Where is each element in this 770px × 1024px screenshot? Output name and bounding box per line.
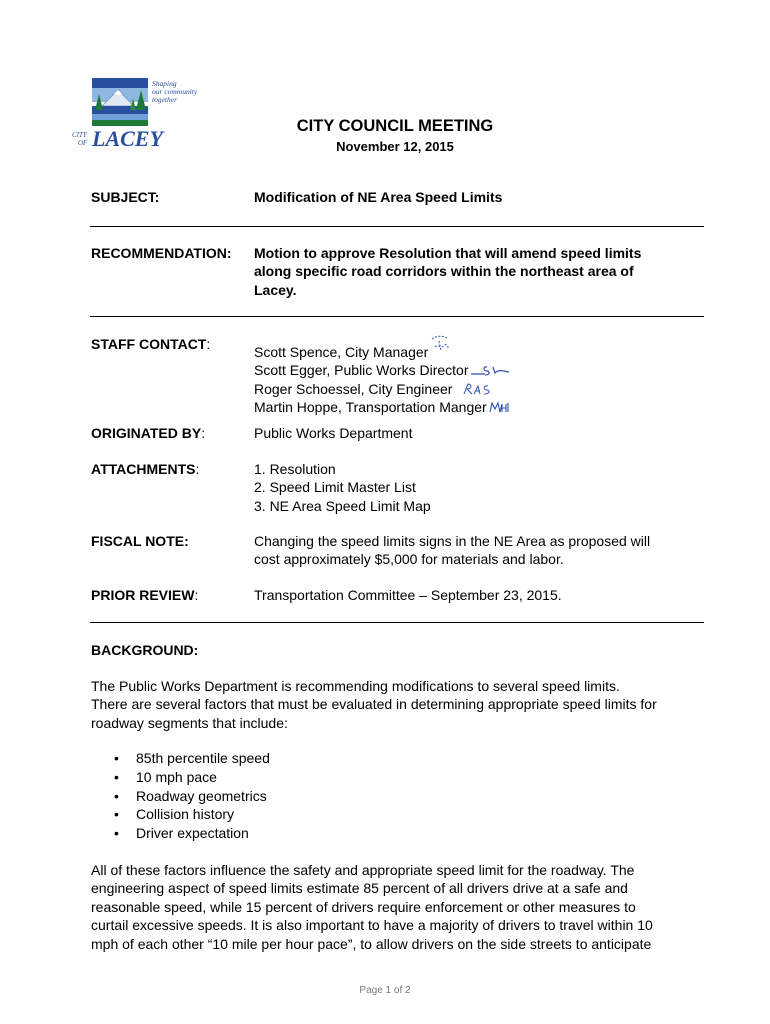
- recommendation-line: Lacey.: [254, 281, 297, 298]
- staff-contact-item: [254, 335, 704, 361]
- signature-initials-icon: [460, 382, 494, 396]
- list-item: • Driver expectation: [110, 824, 270, 843]
- divider-2: [90, 316, 704, 317]
- background-closing-line: curtail excessive speeds. It is also important to have a majority of drivers to travel within 10: [91, 917, 653, 934]
- prior-review-label: PRIOR REVIEW:: [91, 587, 199, 603]
- background-closing: [91, 861, 711, 953]
- background-intro-line: There are several factors that must be evaluated in determining appropriate speed limits for: [91, 696, 657, 713]
- page-number: Page 1 of 2: [359, 985, 411, 996]
- signature-initials-icon: [429, 335, 451, 355]
- background-closing-line: reasonable speed, while 15 percent of drivers require enforcement or other measures to: [91, 898, 636, 915]
- attachment-item: 2. Speed Limit Master List: [254, 479, 416, 496]
- divider-1: [90, 226, 704, 227]
- attachment-item: 3. NE Area Speed Limit Map: [254, 497, 431, 514]
- subject-label: SUBJECT:: [91, 189, 160, 205]
- originated-by-label-text: ORIGINATED BY: [91, 425, 202, 441]
- originated-by-label: ORIGINATED BY:: [91, 425, 206, 441]
- staff-contact-label: STAFF CONTACT:: [91, 336, 211, 352]
- attachments-label: ATTACHMENTS:: [91, 461, 200, 477]
- logo-city-name: LACEY: [92, 126, 163, 150]
- list-item: • Collision history: [110, 805, 270, 824]
- logo-slogan-2: our community: [152, 87, 198, 96]
- attachments-label-text: ATTACHMENTS: [91, 461, 196, 477]
- staff-contact-item: [254, 398, 704, 416]
- subject-value: Modification of NE Area Speed Limits: [254, 189, 503, 205]
- background-heading: BACKGROUND:: [91, 642, 199, 658]
- fiscal-note-value: [254, 532, 704, 569]
- staff-contact-item: [254, 380, 704, 398]
- meeting-date: November 12, 2015: [336, 139, 454, 154]
- divider-3: [90, 622, 704, 623]
- originated-by-value: Public Works Department: [254, 425, 413, 441]
- background-closing-line: mph of each other “10 mile per hour pace”, to allow drivers on the side streets to anticipate: [91, 935, 652, 952]
- background-closing-line: engineering aspect of speed limits estimate 85 percent of all drivers drive at a safe and: [91, 880, 628, 897]
- attachments-list: [254, 460, 704, 515]
- recommendation-label: RECOMMENDATION:: [91, 245, 232, 261]
- logo-slogan-3: together: [152, 95, 177, 104]
- prior-review-label-text: PRIOR REVIEW: [91, 587, 195, 603]
- list-item: • 85th percentile speed: [110, 749, 270, 768]
- prior-review-value: Transportation Committee – September 23, 2015.: [254, 587, 562, 603]
- signature-initials-icon: [488, 400, 510, 414]
- recommendation-value: [254, 244, 704, 299]
- fiscal-note-line: cost approximately $5,000 for materials and labor.: [254, 551, 564, 568]
- list-item: • 10 mph pace: [110, 768, 270, 787]
- logo-slogan-1: Shaping: [152, 79, 177, 88]
- background-closing-line: All of these factors influence the safety and appropriate speed limit for the roadway. The: [91, 862, 635, 878]
- recommendation-line: along specific road corridors within the northeast area of: [254, 263, 634, 280]
- recommendation-line: Motion to approve Resolution that will amend speed limits: [254, 245, 642, 261]
- fiscal-note-label: FISCAL NOTE:: [91, 533, 189, 549]
- background-intro: [91, 677, 711, 732]
- staff-contact-list: [254, 335, 704, 417]
- background-intro-line: The Public Works Department is recommending modifications to several speed limits.: [91, 678, 620, 694]
- staff-contact-item: [254, 361, 704, 379]
- background-intro-line: roadway segments that include:: [91, 714, 288, 731]
- staff-contact-name: Martin Hoppe, Transportation Manger: [254, 399, 487, 416]
- logo-city-small: CITY: [72, 131, 87, 139]
- page-title: CITY COUNCIL MEETING: [296, 117, 494, 135]
- fiscal-note-line: Changing the speed limits signs in the NE Area as proposed will: [254, 533, 651, 549]
- signature-initials-icon: [469, 363, 511, 377]
- factor-list: [110, 749, 270, 843]
- list-item: • Roadway geometrics: [110, 787, 270, 806]
- staff-contact-label-text: STAFF CONTACT: [91, 336, 207, 352]
- attachment-item: 1. Resolution: [254, 461, 336, 477]
- logo-of-small: OF: [78, 139, 88, 147]
- staff-contact-name: Roger Schoessel, City Engineer: [254, 380, 453, 397]
- staff-contact-name: Scott Egger, Public Works Director: [254, 362, 469, 379]
- staff-contact-name: Scott Spence, City Manager: [254, 344, 429, 360]
